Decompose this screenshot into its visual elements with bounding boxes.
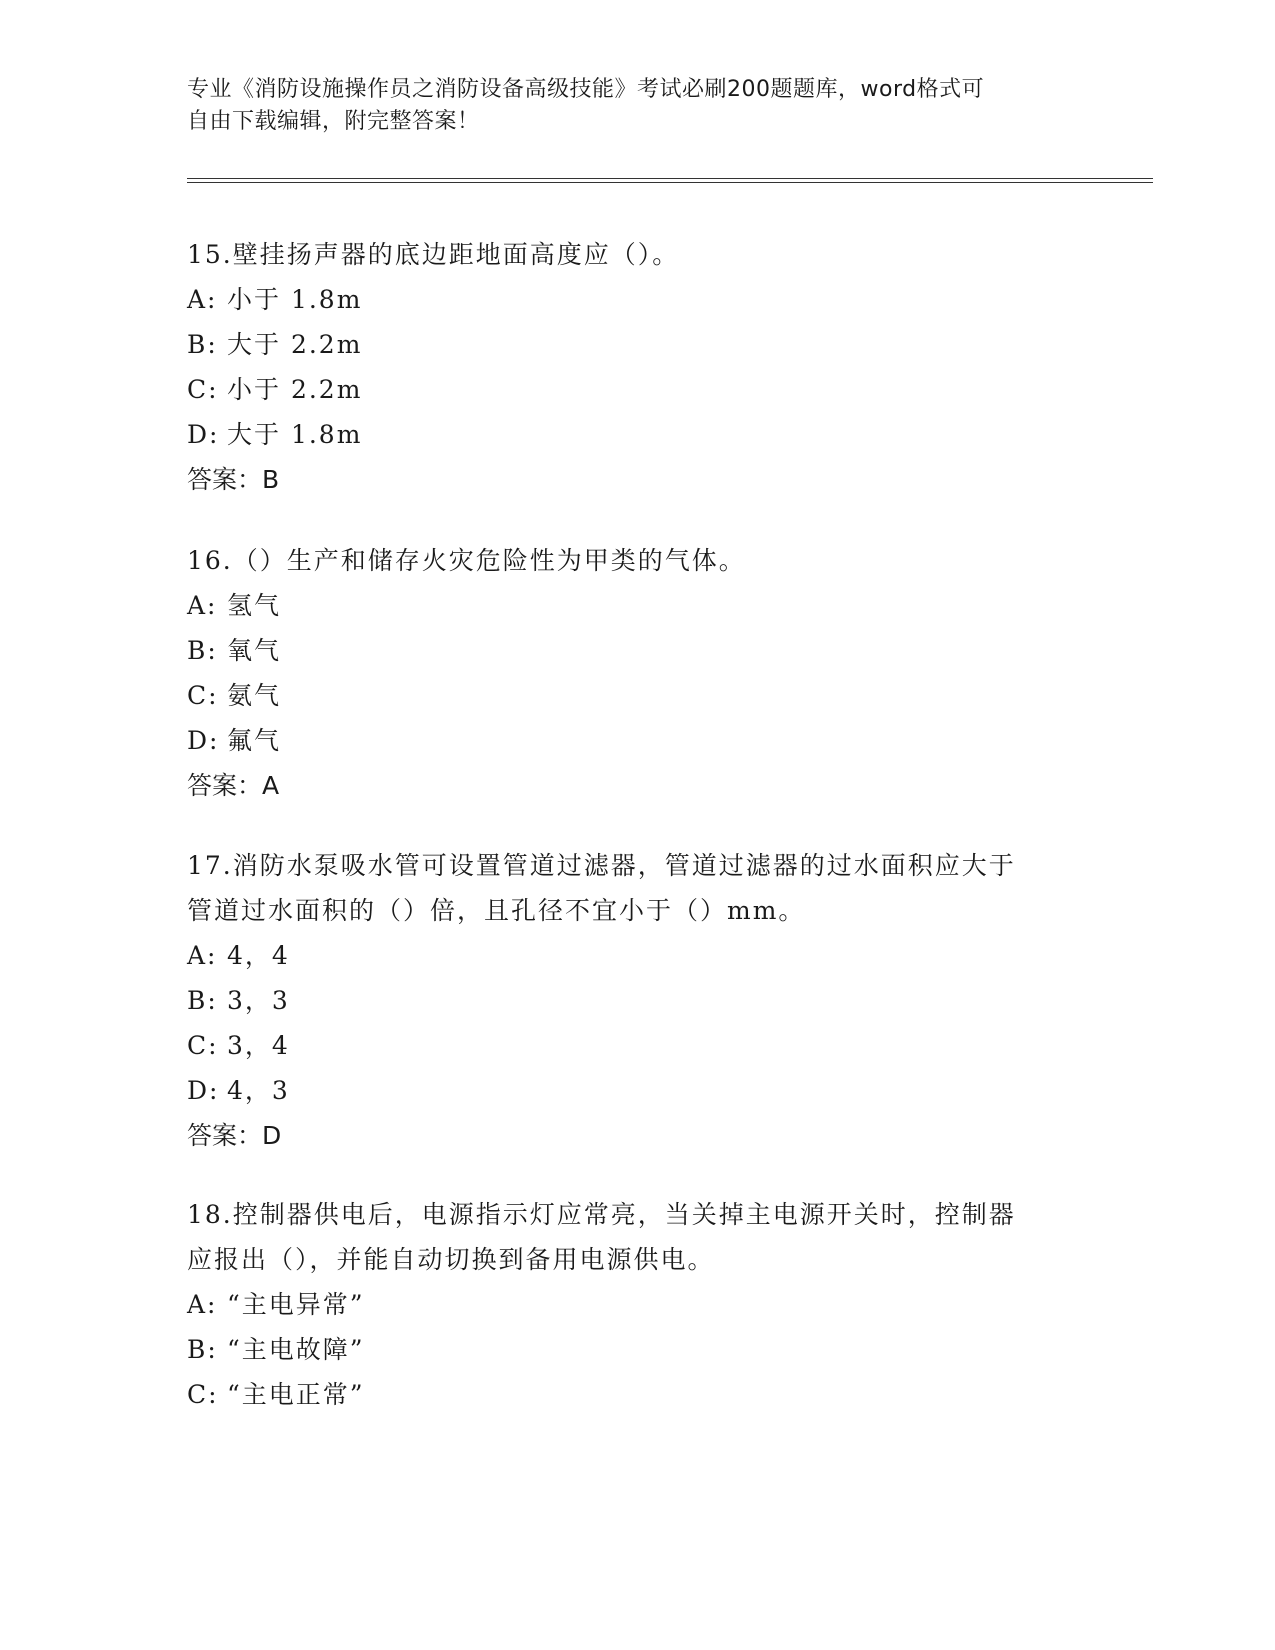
option-text: 氢气 [227,591,282,620]
option-b [187,978,1087,1023]
question-18 [187,1192,1087,1417]
option-d [187,718,1087,763]
option-a [187,277,1087,322]
option-label: D: [187,1076,220,1105]
question-17 [187,843,1087,1158]
option-a [187,933,1087,978]
option-label: C: [187,375,219,404]
option-text: 3，3 [227,986,290,1015]
option-d [187,412,1087,457]
option-label: B: [187,636,218,665]
option-text: 小于 2.2m [227,375,363,404]
option-c [187,1023,1087,1068]
option-text: 氟气 [227,726,282,755]
option-text: 3，4 [227,1031,290,1060]
option-b [187,628,1087,673]
header-line-2: 自由下载编辑，附完整答案！ [187,109,480,134]
option-b [187,1327,1087,1372]
option-a [187,1282,1087,1327]
option-text: 大于 2.2m [227,330,363,359]
option-label: B: [187,986,218,1015]
question-stem-line-2: 管道过水面积的（）倍，且孔径不宜小于（）mm。 [187,896,806,925]
option-a [187,583,1087,628]
option-text: 氧气 [227,636,282,665]
answer: 答案：D [187,1121,282,1150]
option-text: 4，3 [227,1076,290,1105]
option-label: C: [187,681,219,710]
option-c [187,367,1087,412]
question-stem-line-1: 18.控制器供电后，电源指示灯应常亮，当关掉主电源开关时，控制器 [187,1200,1016,1229]
question-stem: 15.壁挂扬声器的底边距地面高度应（）。 [187,240,680,269]
option-text: 氨气 [227,681,282,710]
option-c [187,673,1087,718]
option-text: “主电异常” [227,1290,365,1319]
question-16 [187,538,1087,808]
option-label: B: [187,330,218,359]
answer: 答案：B [187,465,280,494]
option-text: 大于 1.8m [227,420,363,449]
option-label: C: [187,1031,219,1060]
option-text: 小于 1.8m [227,285,363,314]
option-label: A: [187,1290,218,1319]
answer: 答案：A [187,771,280,800]
option-label: A: [187,941,218,970]
option-label: D: [187,726,220,755]
question-stem: 16.（）生产和储存火灾危险性为甲类的气体。 [187,546,746,575]
option-text: 4，4 [227,941,290,970]
question-stem-line-1: 17.消防水泵吸水管可设置管道过滤器，管道过滤器的过水面积应大于 [187,851,1016,880]
document-header [187,74,1087,138]
header-line-1: 专业《消防设施操作员之消防设备高级技能》考试必刷200题题库，word格式可 [187,77,985,102]
option-text: “主电故障” [227,1335,365,1364]
option-text: “主电正常” [227,1380,365,1409]
option-c [187,1372,1087,1417]
header-divider-bottom [187,182,1153,183]
option-label: D: [187,420,220,449]
option-b [187,322,1087,367]
header-divider-top [187,178,1153,179]
option-d [187,1068,1087,1113]
option-label: A: [187,285,218,314]
option-label: A: [187,591,218,620]
question-15 [187,232,1087,502]
question-stem-line-2: 应报出（），并能自动切换到备用电源供电。 [187,1245,715,1274]
option-label: C: [187,1380,219,1409]
option-label: B: [187,1335,218,1364]
